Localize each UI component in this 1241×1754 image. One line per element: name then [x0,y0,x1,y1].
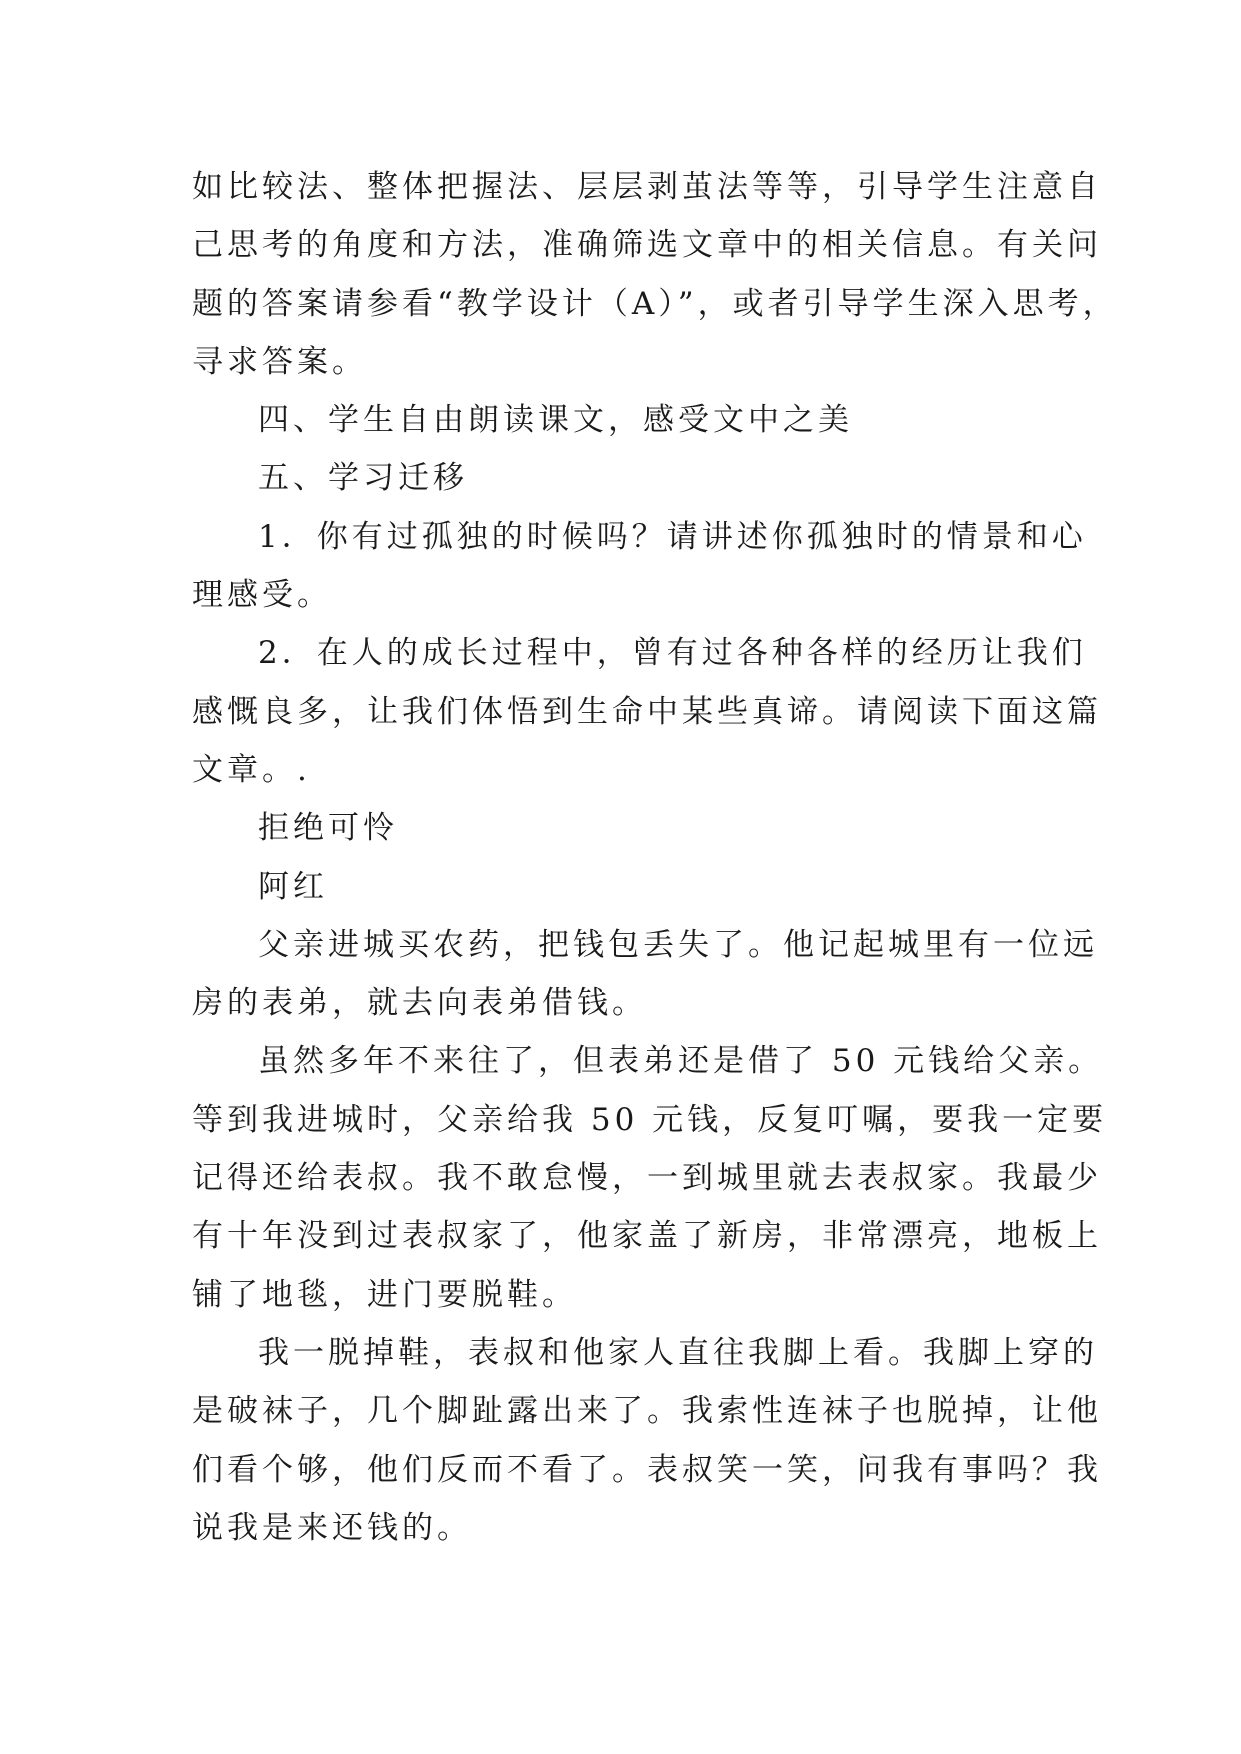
section-heading: 五、学习迁移 [258,460,468,497]
text-line: 父亲进城买农药，把钱包丢失了。他记起城里有一位远 [258,926,1098,963]
text-line: 1．你有过孤独的时候吗？请讲述你孤独时的情景和心 [258,518,1087,555]
text-line: 是破袜子，几个脚趾露出来了。我索性连袜子也脱掉，让他 [192,1393,1102,1430]
text-line: 铺了地毯，进门要脱鞋。 [192,1276,577,1313]
body-text [192,158,1118,1557]
text-line: 说我是来还钱的。 [192,1509,472,1546]
text-line: 2．在人的成长过程中，曾有过各种各样的经历让我们 [258,635,1087,672]
text-line: 己思考的角度和方法，准确筛选文章中的相关信息。有关问 [192,227,1102,264]
text-line: 寻求答案。 [192,343,367,380]
text-line: 理感受。 [192,577,332,614]
text-line: 文章。. [192,751,311,788]
text-line: 虽然多年不来往了，但表弟还是借了 50 元钱给父亲。 [258,1043,1104,1080]
text-line: 感慨良多，让我们体悟到生命中某些真谛。请阅读下面这篇 [192,693,1102,730]
article-author: 阿红 [258,868,328,905]
text-line: 记得还给表叔。我不敢怠慢，一到城里就去表叔家。我最少 [192,1160,1102,1197]
text-line: 房的表弟，就去向表弟借钱。 [192,985,647,1022]
text-line: 等到我进城时，父亲给我 50 元钱，反复叮嘱，要我一定要 [192,1101,1108,1138]
text-line: 如比较法、整体把握法、层层剥茧法等等，引导学生注意自 [192,169,1102,205]
text-line: 我一脱掉鞋，表叔和他家人直往我脚上看。我脚上穿的 [258,1334,1098,1371]
text-line: 题的答案请参看“教学设计（A）”，或者引导学生深入思考， [192,285,1118,322]
text-line: 们看个够，他们反而不看了。表叔笑一笑，问我有事吗？我 [192,1451,1102,1488]
article-title: 拒绝可怜 [258,810,398,847]
text-line: 有十年没到过表叔家了，他家盖了新房，非常漂亮，地板上 [192,1218,1102,1255]
section-heading: 四、学生自由朗读课文，感受文中之美 [258,402,853,439]
